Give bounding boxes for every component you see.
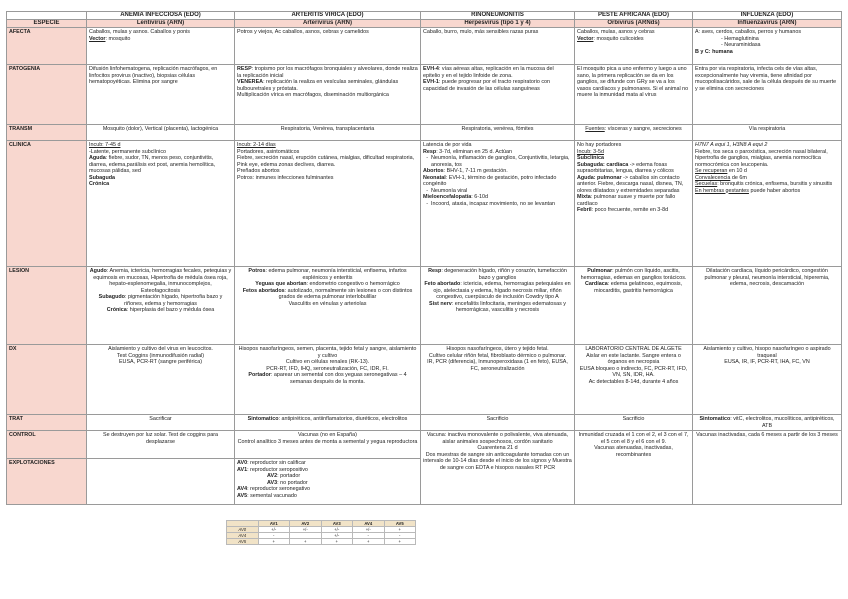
cell-lesion-influenza: Dilatación cardíaca, líquido pericárdico, congestión pulmonar y pleural, neumonía intersticial, hiperemia, edema, necrosis, descamación <box>693 267 842 345</box>
header-arteritis: ARTERITIS VIRICA (EDO) <box>235 12 421 20</box>
row-label: CONTROL <box>7 431 87 459</box>
cell-control-anemia: Se destruyen por luz solar. Test de coggins para desplazarse <box>87 431 235 459</box>
header-rinoneumonitis: RINONEUMONITIS <box>421 12 575 20</box>
cell-transm-arteritis: Respiratoria, Venérea, transplacentaria <box>235 125 421 141</box>
cell-transm-influenza: Vía respiratoria <box>693 125 842 141</box>
cell-clinica-anemia: Incub: 7-45 d -Latente, permanente subclínico Aguda: fiebre, sudor, TN, menos peso, conjuntivitis, diarrea, edema,parálisis ext post, anemia hemolítica, mucosas pálidas, sed Subaguda Crónica <box>87 141 235 267</box>
cell-afecta-arteritis: Potros y viejos, Ac caballos, asnos, cebras y camelidos <box>235 28 421 65</box>
cell-afecta-rino: Caballo, burro, mulo, más sensibles razas puras <box>421 28 575 65</box>
cell-patogenia-peste: El mosquito pica a uno enfermo y luego a uno sano, la primera replicación se da en los ganglios, se difunde con GRy se va a los vasos cardíacos y pulmonares. Si el animal no muere la inmunidad mata al virus <box>575 65 693 125</box>
row-patogenia <box>7 65 842 125</box>
cell-explot-anemia <box>87 459 235 505</box>
cell-lesion-rino: Resp: degeneración hígado, riñón y corazón, tumefacción bazo y ganglios Feto abortado: ictericia, edema, hemorragias petequiales en ojo, atelectasia y edema, hígado necrosis miliar, riñón congestivo, cuerpúsculo de inclusión Cowdry tipo A Sist nerv: encefalitis linfocitaria, meninges edematosas y hemorrágicas, vasculitis y necrosis <box>421 267 575 345</box>
cell-control-rino: Vacuna: inactiva monovalente o polivalente, viva atenuada, aislar animales sospechosos, cordón sanitario Cuarentena 21 d Dos muestras de sangre sin anticoagulante tomadas con un intervalo de 10-14 días desde el inicio de los signos y Muestra de sangre con EDTA e hisopos nasales RT PCR <box>421 431 575 505</box>
row-transm <box>7 125 842 141</box>
cell-patogenia-arteritis: RESP: tropismo por los macrófagos bronquiales y alveolares, donde realiza la replicación inicial VENEREA: replicación la realiza en vesículas seminales, glándulas bulbouretrales y próstata. Multiplicación vírica en macrófagos, diseminación multiorgánica <box>235 65 421 125</box>
header-peste: PESTE AFRICANA (EDO) <box>575 12 693 20</box>
cell-patogenia-rino: EVH-4: vías aéreas altas, replicación en la mucosa del epitelio y en el tejido linfoide de zona. EVH-1: puede progresar por el tracto respiratorio con capacidad de invasión de las células sanguíneas <box>421 65 575 125</box>
cell-explot-arteritis: AV0: reproductor sin calificar AV1: reproductor seropositivo AV2: portador AV3: no portador AV4: reproductor seronegativo AV5: semental vacunado <box>235 459 421 505</box>
cell-control-peste: Inmunidad cruzada el 1 con el 2, el 3 con el 7, el 5 con el 8 y el 6 con el 9. Vacunas atenuadas, inactivadas, recombinantes <box>575 431 693 505</box>
row-control <box>7 431 842 459</box>
cell-transm-anemia: Mosquito (dolor), Vertical (placenta), lactogénica <box>87 125 235 141</box>
row-afecta <box>7 28 842 65</box>
cell-dx-arteritis: Hisopos nasofaríngeos, semen, placenta, tejido fetal y sangre, aislamiento y cultivo Cultivo en células renales (RK-13). PCR-RT, IFD, IHQ, seroneutralización, FC, IDR, FI. Portador: aparear un semental con dos yeguas seronegativas – 4 semanas después de la monta. <box>235 345 421 415</box>
row-label: EXPLOTACIONES <box>7 459 87 505</box>
cell-dx-influenza: Aislamiento y cultivo, hisopo nasofaríngeo o aspirado traqueal EUSA, IR, IF, PCR-RT, IHA, FC, VN <box>693 345 842 415</box>
cell-dx-anemia: Aislamiento y cultivo del virus en leucocitos. Test Coggins (inmunodifusión radial) EUSA, PCR-RT (sangre periférica) <box>87 345 235 415</box>
cell-dx-rino: Hisopos nasofaríngeos, útero y tejido fetal. Cultivo celular riñón fetal, fibroblasto dérmico o pulmonar. IR, PCR (diferencia), Inmunoperoxidasa (1 en feto), EUSA, FC, seroneutralización <box>421 345 575 415</box>
row-dx <box>7 345 842 415</box>
mini-row: AV0 +/- +/- +/- +/- + <box>227 527 416 533</box>
mini-header: AV5 <box>384 521 416 527</box>
cell-trat-rino: Sacrificio <box>421 415 575 431</box>
mini-header: AV2 <box>290 521 322 527</box>
cell-patogenia-anemia: Difusión linfohematogena, replicación macrófagos, en linfocitos provirus (inactivo), biopsias células hematopoyéticas. Elimina por sangre <box>87 65 235 125</box>
cell-clinica-influenza: H7N7 A equi 1, H3N8 A equi 2 Fiebre, tos seca o paroxística, secreción nasal bilateral, hipertrofia de ganglios, mialgias, anemia normocítica normocrómica con leucopenia. Se recuperan en 10 d Convalecencia de 6m Secuelas: bronquitis crónica, enfisema, bursitis y sinusitis En hembras gestantes puede haber abortos <box>693 141 842 267</box>
cell-trat-arteritis: Sintomatico: antipiréticos, antiinflamatorios, diuréticos, electrolitos <box>235 415 421 431</box>
mini-row: AV5 + + + + + <box>227 539 416 545</box>
row-label: TRAT <box>7 415 87 431</box>
row-label: CLINICA <box>7 141 87 267</box>
agent-anemia: Lentivirus (ARN) <box>87 20 235 28</box>
row-label: LESION <box>7 267 87 345</box>
disease-comparison-table <box>6 11 842 505</box>
cell-afecta-influenza: A: aves, cerdos, caballos, perros y humanos - Hemaglutinina - Neuraminidasa B y C: humana <box>693 28 842 65</box>
cell-afecta-anemia: Caballos, mulas y asnos. Caballos y ponis Vector: mosquito <box>87 28 235 65</box>
cell-clinica-rino: Latencia de por vida Resp: 3-7d, eliminan en 25 d. Actúan - Neumonía, inflamación de ganglios, Conjuntivitis, letargia, anorexia, tos Abortos: BHV-1, 7-11 m gestación. Neonatal: EVH-1, término de gestación, potro infectado congénito - Neumonía viral Mieloencefalopatía: 6-10d - Incoord, ataxia, incapaz movimiento, no se levantan <box>421 141 575 267</box>
mini-header: AV1 <box>258 521 290 527</box>
cell-transm-peste: Fuentes: vísceras y sangre, secreciones <box>575 125 693 141</box>
cell-lesion-arteritis: Potros: edema pulmonar, neumonía intersticial, enfisema, infartos esplénicos y enteritis Yeguas que abortan: endometrio congestivo o hemorrágico Fetos abortados: autolizado, normalmente sin lesiones o con distintos grados de edema pulmonar interlobulillar Vasculitis en vénulas y arteriolas <box>235 267 421 345</box>
especie-label: ESPECIE <box>7 20 87 28</box>
agent-influenza: Influenzavirus (ARN) <box>693 20 842 28</box>
agent-rinoneumonitis: Herpesvirus (tipo 1 y 4) <box>421 20 575 28</box>
mini-header: AV4 <box>353 521 385 527</box>
header-anemia: ANEMIA INFECCIOSA (EDO) <box>87 12 235 20</box>
header-blank <box>7 12 87 20</box>
explotaciones-mini-table <box>226 520 416 545</box>
cell-transm-rino: Respiratoria, venérea, fómites <box>421 125 575 141</box>
cell-afecta-peste: Caballos, mulas, asnos y cebras Vector: mosquito culicoides <box>575 28 693 65</box>
cell-control-arteritis: Vacunas (no en España) Control analítico 3 meses antes de monta a semental y yegua reproductora <box>235 431 421 459</box>
cell-lesion-peste: Pulmonar: pulmón con líquido, ascitis, hemorragias, edemas en ganglios torácicos. Cardíaca: edema gelatinoso, equimosis, miocarditis, gastritis hemorrágica <box>575 267 693 345</box>
cell-clinica-peste: No hay portadores Incub: 3-5d Subclínica Subaguda: cardíaca -> edema fosas supraorbitarias, lengua, diarrea y cólicos Aguda: pulmonar -> caballos sin contacto anterior. Fiebre, descarga nasal, disnea, TN, olores dilatados y extremidades separadas Mixta: pulmonar suave y muerte por fallo cardíaco Febril: poco frecuente, remite en 3-8d <box>575 141 693 267</box>
cell-control-influenza: Vacunas inactivadas, cada 6 meses a partir de los 3 meses <box>693 431 842 505</box>
agent-peste: Orbivirus (ARNds) <box>575 20 693 28</box>
row-clinica <box>7 141 842 267</box>
agent-arteritis: Arterivirus (ARN) <box>235 20 421 28</box>
header-influenza: INFLUENZA (EDO) <box>693 12 842 20</box>
row-lesion <box>7 267 842 345</box>
cell-trat-peste: Sacrificio <box>575 415 693 431</box>
cell-clinica-arteritis: Incub: 2-14 días Portadores, asintomáticos Fiebre, secreción nasal, erupción cutánea, mialgias, dificultad respiratoria, Pink eye, edema zonas declives, diarrea. Preñados abortos Potros: inmunes infecciones fulminantes <box>235 141 421 267</box>
row-label: PATOGENIA <box>7 65 87 125</box>
cell-dx-peste: LABORATORIO CENTRAL DE ALGETE Aislar en este lactante. Sangre entera o órganos en necropsia EUSA bloqueo o indirecto, FC, PCR-RT, IFD, VN, SN, IDR, HA. Ac detectables 8-14d, durante 4 años <box>575 345 693 415</box>
row-label: AFECTA <box>7 28 87 65</box>
row-trat <box>7 415 842 431</box>
mini-row: AV4 - +/- - - <box>227 533 416 539</box>
mini-header: AV3 <box>321 521 353 527</box>
cell-patogenia-influenza: Entra por via respiratoria, infecta cels de vías altas, excepcionalmente hay viremia, tiene afinidad por mucopolisacáridos, sale de la célula después de su muerte y se elimina con secreciones <box>693 65 842 125</box>
cell-lesion-anemia: Agudo: Anemia, ictericia, hemorragias fecales, petequias y equimosis en mucosas, Hipertrofia de médula ósea roja, hepato-esplenomegalia, inmunocomplejos, Esteofagocitosis Subagudo: pigmentación hígado, hipertrofia bazo y riñones, edema y hemorragias Crónica: hiperplasia del bazo y médula ósea <box>87 267 235 345</box>
cell-trat-influenza: Sintomatico: vitC, electrolitos, mucolíticos, antipiréticos, ATB <box>693 415 842 431</box>
cell-trat-anemia: Sacrificar <box>87 415 235 431</box>
row-label: DX <box>7 345 87 415</box>
row-label: TRANSM <box>7 125 87 141</box>
